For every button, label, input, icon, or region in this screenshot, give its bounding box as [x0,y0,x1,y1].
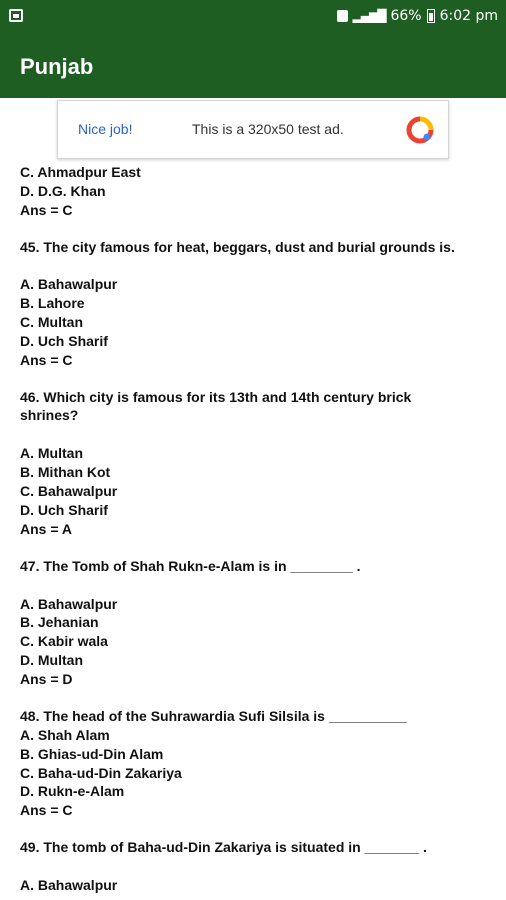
app-bar [0,34,506,98]
option: C. Bahawalpur [20,483,118,499]
answer: Ans = A [20,521,72,537]
option: B. Ghias-ud-Din Alam [20,746,164,762]
option: B. Lahore [20,295,85,311]
question-text: 47. The Tomb of Shah Rukn-e-Alam is in ________ . [20,558,361,574]
question-text: 45. The city famous for heat, beggars, dust and burial grounds is. [20,239,455,255]
option: C. Kabir wala [20,633,108,649]
answer: Ans = D [20,671,73,687]
option: B. Mithan Kot [20,464,111,480]
option: A. Bahawalpur [20,276,118,292]
option: A. Multan [20,445,83,461]
option: A. Bahawalpur [20,877,118,893]
answer: Ans = C [20,802,73,818]
signal-icon: ▂▄▆█ [352,9,386,23]
option: C. Ahmadpur East [20,164,141,180]
battery-percent: 66% [390,8,422,24]
clock: 6:02 pm [439,8,498,24]
battery-icon [427,9,435,23]
ad-text: This is a 320x50 test ad. [192,121,344,137]
option: D. D.G. Khan [20,183,106,199]
answer: Ans = C [20,202,73,218]
option: D. Multan [20,652,83,668]
option: D. Uch Sharif [20,502,108,518]
question-text: shrines? [20,407,79,423]
notification-icon [337,10,348,22]
option: D. Rukn-e-Alam [20,783,125,799]
status-bar [0,0,506,34]
ad-nice-label: Nice job! [78,121,133,137]
question-text: 48. The head of the Suhrawardia Sufi Silsila is __________ [20,708,407,724]
ad-logo-icon [406,116,434,144]
gallery-notification-icon [9,9,23,22]
question-text: 46. Which city is famous for its 13th and 14th century brick [20,389,412,405]
option: C. Baha-ud-Din Zakariya [20,765,182,781]
status-icons [337,8,498,24]
option: A. Bahawalpur [20,596,118,612]
option: C. Multan [20,314,83,330]
ad-banner[interactable] [57,100,449,159]
option: B. Jehanian [20,614,99,630]
option: A. Shah Alam [20,727,110,743]
answer: Ans = C [20,352,73,368]
page-title: Punjab [20,54,94,79]
question-text: 49. The tomb of Baha-ud-Din Zakariya is situated in _______ . [20,839,427,855]
option: D. Uch Sharif [20,333,108,349]
